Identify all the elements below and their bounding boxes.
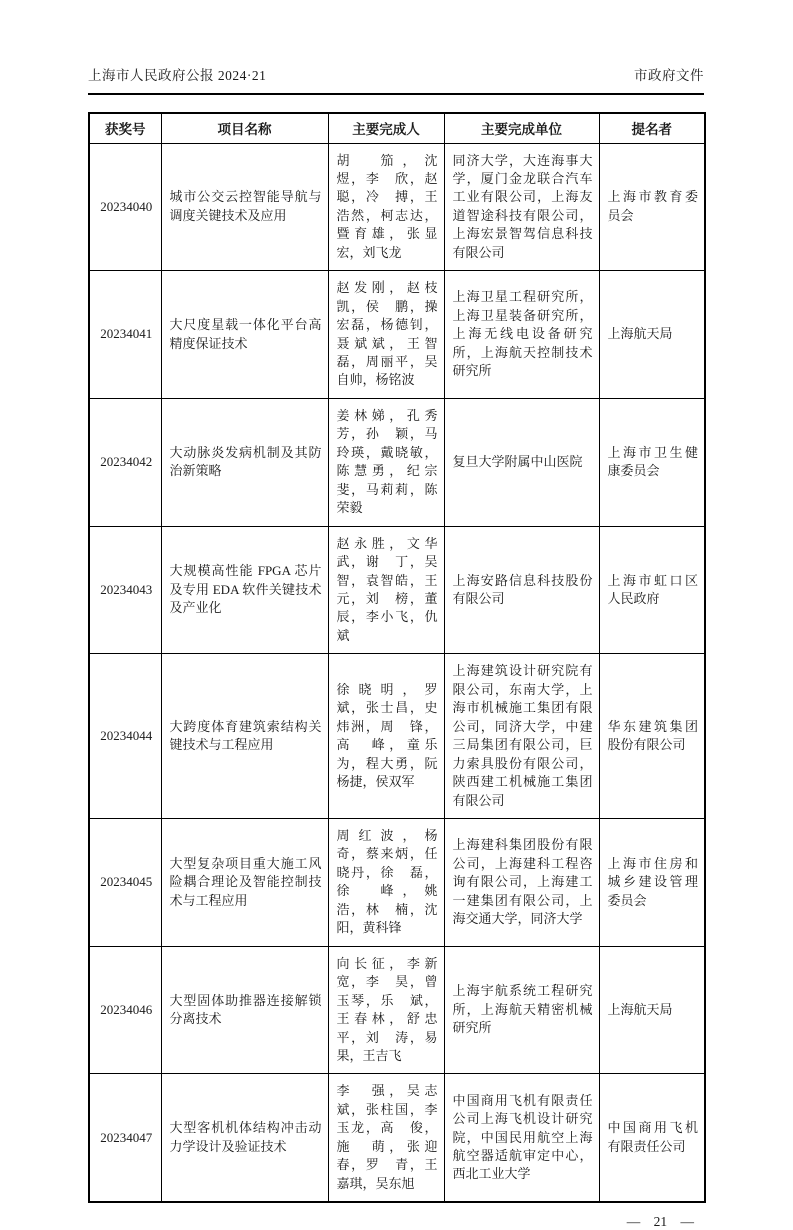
table-row <box>89 1074 705 1202</box>
completers-cell: 姜林娣，孔秀芳，孙 颖，马玲瑛，戴晓敏，陈慧勇，纪宗斐，马莉莉，陈荣毅 <box>328 398 444 526</box>
awards-table <box>88 112 706 1203</box>
completers-cell: 向长征，李新宽，李 昊，曾玉琴，乐 斌，王春林，舒忠平，刘 涛，易 果，王吉飞 <box>328 946 444 1074</box>
column-header-award-id: 获奖号 <box>89 113 161 143</box>
project-name-cell: 大动脉炎发病机制及其防治新策略 <box>161 398 328 526</box>
project-name-cell: 城市公交云控智能导航与调度关键技术及应用 <box>161 143 328 271</box>
completers-cell: 赵永胜，文华武，谢 丁，吴 智，袁智皓，王 元，刘 榜，董 辰，李小飞，仇 斌 <box>328 526 444 654</box>
gazette-title: 上海市人民政府公报 2024·21 <box>88 68 267 83</box>
award-id-cell: 20234043 <box>89 526 161 654</box>
table-row <box>89 819 705 947</box>
project-name-cell: 大型客机机体结构冲击动力学设计及验证技术 <box>161 1074 328 1202</box>
nominator-cell: 上海市住房和城乡建设管理委员会 <box>599 819 705 947</box>
project-name-cell: 大型复杂项目重大施工风险耦合理论及智能控制技术与工程应用 <box>161 819 328 947</box>
table-header-row <box>89 113 705 143</box>
nominator-cell: 上海市虹口区人民政府 <box>599 526 705 654</box>
completers-cell: 徐晓明，罗 斌，张士昌，史炜洲，周 锋，高 峰，童乐为，程大勇，阮杨捷，侯双军 <box>328 654 444 819</box>
header-rule <box>88 93 704 95</box>
column-header-project-name: 项目名称 <box>161 113 328 143</box>
table-row <box>89 271 705 399</box>
nominator-cell: 上海航天局 <box>599 946 705 1074</box>
page-number: — 21 — <box>626 1214 694 1230</box>
column-header-main-units: 主要完成单位 <box>444 113 599 143</box>
award-id-cell: 20234047 <box>89 1074 161 1202</box>
nominator-cell: 上海航天局 <box>599 271 705 399</box>
completers-cell: 李 强，吴志斌，张柱国，李玉龙，高 俊，施 萌，张迎春，罗 青，王嘉琪，吴东旭 <box>328 1074 444 1202</box>
table-row <box>89 946 705 1074</box>
award-id-cell: 20234042 <box>89 398 161 526</box>
awards-table-body <box>89 143 705 1202</box>
table-row <box>89 526 705 654</box>
units-cell: 中国商用飞机有限责任公司上海飞机设计研究院，中国民用航空上海航空器适航审定中心，西北工业大学 <box>444 1074 599 1202</box>
page-footer <box>88 1214 704 1230</box>
units-cell: 上海建科集团股份有限公司，上海建科工程咨询有限公司，上海建工一建集团有限公司，上海交通大学，同济大学 <box>444 819 599 947</box>
table-row <box>89 398 705 526</box>
nominator-cell: 华东建筑集团股份有限公司 <box>599 654 705 819</box>
nominator-cell: 上海市卫生健康委员会 <box>599 398 705 526</box>
completers-cell: 赵发刚，赵枝凯，侯 鹏，操宏磊，杨德钊，聂斌斌，王智磊，周丽平，吴自帅，杨铭波 <box>328 271 444 399</box>
nominator-cell: 上海市教育委员会 <box>599 143 705 271</box>
column-header-nominator: 提名者 <box>599 113 705 143</box>
units-cell: 上海卫星工程研究所，上海卫星装备研究所，上海无线电设备研究所，上海航天控制技术研究所 <box>444 271 599 399</box>
award-id-cell: 20234044 <box>89 654 161 819</box>
award-id-cell: 20234041 <box>89 271 161 399</box>
units-cell: 上海宇航系统工程研究所，上海航天精密机械研究所 <box>444 946 599 1074</box>
column-header-main-completers: 主要完成人 <box>328 113 444 143</box>
award-id-cell: 20234046 <box>89 946 161 1074</box>
units-cell: 同济大学，大连海事大学，厦门金龙联合汽车工业有限公司，上海友道智途科技有限公司，上海宏景智驾信息科技有限公司 <box>444 143 599 271</box>
project-name-cell: 大跨度体育建筑索结构关键技术与工程应用 <box>161 654 328 819</box>
table-row <box>89 143 705 271</box>
units-cell: 复旦大学附属中山医院 <box>444 398 599 526</box>
units-cell: 上海建筑设计研究院有限公司，东南大学，上海市机械施工集团有限公司，同济大学，中建三局集团有限公司，巨力索具股份有限公司，陕西建工机械施工集团有限公司 <box>444 654 599 819</box>
project-name-cell: 大尺度星载一体化平台高精度保证技术 <box>161 271 328 399</box>
project-name-cell: 大规模高性能 FPGA 芯片及专用 EDA 软件关键技术及产业化 <box>161 526 328 654</box>
units-cell: 上海安路信息科技股份有限公司 <box>444 526 599 654</box>
award-id-cell: 20234045 <box>89 819 161 947</box>
table-row <box>89 654 705 819</box>
project-name-cell: 大型固体助推器连接解锁分离技术 <box>161 946 328 1074</box>
page-header <box>88 64 704 93</box>
award-id-cell: 20234040 <box>89 143 161 271</box>
completers-cell: 胡 笳，沈 煜，李 欣，赵 聪，冷 搏，王浩然，柯志达，暨育雄，张显宏，刘飞龙 <box>328 143 444 271</box>
completers-cell: 周红波，杨 奇，蔡来炳，任晓丹，徐 磊，徐 峰，姚 浩，林 楠，沈 阳，黄科锋 <box>328 819 444 947</box>
section-title: 市政府文件 <box>634 68 704 83</box>
nominator-cell: 中国商用飞机有限责任公司 <box>599 1074 705 1202</box>
